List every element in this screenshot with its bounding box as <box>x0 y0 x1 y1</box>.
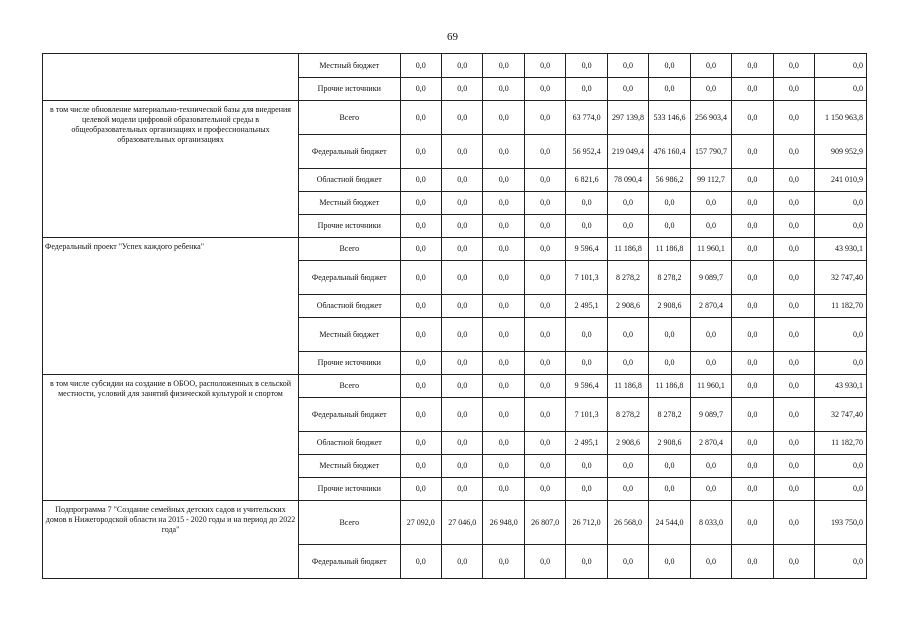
total-cell: 241 010,9 <box>815 169 867 192</box>
value-cell: 0,0 <box>732 295 773 318</box>
value-cell: 0,0 <box>524 54 565 78</box>
value-cell: 0,0 <box>690 54 731 78</box>
value-cell: 0,0 <box>483 478 524 501</box>
value-cell: 6 821,6 <box>566 169 607 192</box>
value-cell: 2 908,6 <box>607 295 648 318</box>
value-cell: 0,0 <box>732 101 773 135</box>
value-cell: 0,0 <box>524 192 565 215</box>
value-cell: 0,0 <box>607 318 648 352</box>
value-cell: 0,0 <box>773 318 814 352</box>
value-cell: 0,0 <box>732 238 773 261</box>
funding-source: Всего <box>299 101 401 135</box>
value-cell: 0,0 <box>524 398 565 432</box>
funding-source: Федеральный бюджет <box>299 398 401 432</box>
value-cell: 0,0 <box>773 54 814 78</box>
value-cell: 0,0 <box>483 295 524 318</box>
value-cell: 27 046,0 <box>442 501 483 545</box>
total-cell: 32 747,40 <box>815 398 867 432</box>
value-cell: 0,0 <box>400 78 441 101</box>
value-cell: 0,0 <box>773 352 814 375</box>
total-cell: 909 952,9 <box>815 135 867 169</box>
value-cell: 0,0 <box>566 478 607 501</box>
value-cell: 0,0 <box>524 135 565 169</box>
total-cell: 32 747,40 <box>815 261 867 295</box>
value-cell: 0,0 <box>400 261 441 295</box>
value-cell: 0,0 <box>566 54 607 78</box>
value-cell: 0,0 <box>649 318 690 352</box>
value-cell: 0,0 <box>732 352 773 375</box>
value-cell: 0,0 <box>566 78 607 101</box>
value-cell: 0,0 <box>690 318 731 352</box>
value-cell: 0,0 <box>400 375 441 398</box>
value-cell: 0,0 <box>400 215 441 238</box>
value-cell: 0,0 <box>524 261 565 295</box>
value-cell: 9 596,4 <box>566 238 607 261</box>
value-cell: 0,0 <box>400 455 441 478</box>
table-row <box>43 501 867 545</box>
total-cell: 0,0 <box>815 318 867 352</box>
program-description: в том числе субсидии на создание в ОБОО, расположенных в сельской местности, условий для занятий физической культурой и спортом <box>43 375 299 501</box>
value-cell: 26 948,0 <box>483 501 524 545</box>
value-cell: 0,0 <box>400 398 441 432</box>
value-cell: 0,0 <box>566 545 607 579</box>
funding-source: Местный бюджет <box>299 318 401 352</box>
value-cell: 0,0 <box>690 478 731 501</box>
value-cell: 0,0 <box>524 78 565 101</box>
value-cell: 0,0 <box>566 215 607 238</box>
value-cell: 0,0 <box>442 295 483 318</box>
value-cell: 11 186,8 <box>649 375 690 398</box>
value-cell: 0,0 <box>566 352 607 375</box>
value-cell: 11 960,1 <box>690 238 731 261</box>
value-cell: 0,0 <box>400 135 441 169</box>
value-cell: 11 186,8 <box>649 238 690 261</box>
value-cell: 0,0 <box>773 135 814 169</box>
value-cell: 8 278,2 <box>649 398 690 432</box>
value-cell: 0,0 <box>773 478 814 501</box>
value-cell: 8 278,2 <box>649 261 690 295</box>
value-cell: 99 112,7 <box>690 169 731 192</box>
value-cell: 2 495,1 <box>566 295 607 318</box>
value-cell: 63 774,0 <box>566 101 607 135</box>
total-cell: 43 930,1 <box>815 375 867 398</box>
funding-source: Прочие источники <box>299 352 401 375</box>
value-cell: 0,0 <box>773 455 814 478</box>
value-cell: 2 495,1 <box>566 432 607 455</box>
value-cell: 0,0 <box>400 545 441 579</box>
program-description <box>43 54 299 101</box>
value-cell: 0,0 <box>732 455 773 478</box>
total-cell: 0,0 <box>815 215 867 238</box>
value-cell: 0,0 <box>483 432 524 455</box>
value-cell: 476 160,4 <box>649 135 690 169</box>
value-cell: 0,0 <box>400 432 441 455</box>
funding-source: Прочие источники <box>299 215 401 238</box>
value-cell: 27 092,0 <box>400 501 441 545</box>
funding-source: Прочие источники <box>299 478 401 501</box>
value-cell: 0,0 <box>483 135 524 169</box>
value-cell: 0,0 <box>607 78 648 101</box>
value-cell: 0,0 <box>442 169 483 192</box>
value-cell: 157 790,7 <box>690 135 731 169</box>
value-cell: 0,0 <box>566 192 607 215</box>
value-cell: 2 870,4 <box>690 295 731 318</box>
value-cell: 0,0 <box>483 101 524 135</box>
budget-table <box>42 53 867 579</box>
funding-source: Федеральный бюджет <box>299 135 401 169</box>
total-cell: 0,0 <box>815 352 867 375</box>
total-cell: 0,0 <box>815 78 867 101</box>
value-cell: 0,0 <box>442 375 483 398</box>
total-cell: 0,0 <box>815 54 867 78</box>
value-cell: 2 908,6 <box>649 432 690 455</box>
total-cell: 43 930,1 <box>815 238 867 261</box>
value-cell: 0,0 <box>690 215 731 238</box>
value-cell: 0,0 <box>690 545 731 579</box>
table-row <box>43 101 867 135</box>
value-cell: 0,0 <box>690 455 731 478</box>
value-cell: 0,0 <box>773 375 814 398</box>
value-cell: 0,0 <box>649 352 690 375</box>
value-cell: 0,0 <box>773 78 814 101</box>
funding-source: Областной бюджет <box>299 432 401 455</box>
value-cell: 256 903,4 <box>690 101 731 135</box>
table-body <box>43 54 867 579</box>
value-cell: 0,0 <box>442 238 483 261</box>
value-cell: 0,0 <box>442 398 483 432</box>
value-cell: 0,0 <box>400 169 441 192</box>
program-description: Федеральный проект "Успех каждого ребенка" <box>43 238 299 375</box>
value-cell: 0,0 <box>773 398 814 432</box>
value-cell: 8 278,2 <box>607 398 648 432</box>
funding-source: Всего <box>299 238 401 261</box>
value-cell: 0,0 <box>607 545 648 579</box>
value-cell: 0,0 <box>442 318 483 352</box>
value-cell: 0,0 <box>732 398 773 432</box>
funding-source: Всего <box>299 501 401 545</box>
value-cell: 0,0 <box>483 238 524 261</box>
value-cell: 0,0 <box>732 478 773 501</box>
value-cell: 2 908,6 <box>607 432 648 455</box>
value-cell: 0,0 <box>607 352 648 375</box>
table-row <box>43 54 867 78</box>
total-cell: 0,0 <box>815 455 867 478</box>
value-cell: 0,0 <box>773 261 814 295</box>
value-cell: 0,0 <box>732 215 773 238</box>
value-cell: 0,0 <box>400 478 441 501</box>
value-cell: 0,0 <box>690 78 731 101</box>
value-cell: 0,0 <box>773 215 814 238</box>
table-row <box>43 375 867 398</box>
value-cell: 0,0 <box>607 455 648 478</box>
value-cell: 0,0 <box>649 478 690 501</box>
value-cell: 0,0 <box>442 135 483 169</box>
value-cell: 0,0 <box>400 101 441 135</box>
total-cell: 11 182,70 <box>815 295 867 318</box>
value-cell: 0,0 <box>400 318 441 352</box>
program-description: Подпрограмма 7 "Создание семейных детских садов и учительских домов в Нижегородской области на 2015 - 2020 годы и на период до 2022 года" <box>43 501 299 579</box>
funding-source: Местный бюджет <box>299 192 401 215</box>
value-cell: 0,0 <box>773 545 814 579</box>
value-cell: 0,0 <box>524 455 565 478</box>
value-cell: 0,0 <box>524 375 565 398</box>
value-cell: 0,0 <box>483 352 524 375</box>
value-cell: 0,0 <box>773 192 814 215</box>
value-cell: 0,0 <box>649 455 690 478</box>
value-cell: 26 712,0 <box>566 501 607 545</box>
value-cell: 0,0 <box>732 545 773 579</box>
funding-source: Федеральный бюджет <box>299 261 401 295</box>
value-cell: 0,0 <box>483 169 524 192</box>
value-cell: 2 870,4 <box>690 432 731 455</box>
value-cell: 0,0 <box>607 54 648 78</box>
value-cell: 0,0 <box>442 215 483 238</box>
table-row <box>43 238 867 261</box>
value-cell: 0,0 <box>483 398 524 432</box>
value-cell: 0,0 <box>732 375 773 398</box>
value-cell: 0,0 <box>442 54 483 78</box>
funding-source: Всего <box>299 375 401 398</box>
value-cell: 56 986,2 <box>649 169 690 192</box>
value-cell: 0,0 <box>732 54 773 78</box>
funding-source: Федеральный бюджет <box>299 545 401 579</box>
value-cell: 0,0 <box>483 545 524 579</box>
value-cell: 9 596,4 <box>566 375 607 398</box>
value-cell: 0,0 <box>442 261 483 295</box>
value-cell: 0,0 <box>732 135 773 169</box>
value-cell: 0,0 <box>483 192 524 215</box>
value-cell: 0,0 <box>773 101 814 135</box>
value-cell: 0,0 <box>524 101 565 135</box>
value-cell: 56 952,4 <box>566 135 607 169</box>
value-cell: 0,0 <box>649 545 690 579</box>
value-cell: 11 960,1 <box>690 375 731 398</box>
value-cell: 0,0 <box>649 54 690 78</box>
value-cell: 0,0 <box>483 261 524 295</box>
value-cell: 0,0 <box>483 455 524 478</box>
value-cell: 0,0 <box>442 352 483 375</box>
value-cell: 0,0 <box>690 352 731 375</box>
value-cell: 0,0 <box>524 478 565 501</box>
funding-source: Областной бюджет <box>299 169 401 192</box>
value-cell: 0,0 <box>524 169 565 192</box>
total-cell: 11 182,70 <box>815 432 867 455</box>
total-cell: 0,0 <box>815 192 867 215</box>
value-cell: 0,0 <box>773 501 814 545</box>
value-cell: 0,0 <box>400 295 441 318</box>
value-cell: 0,0 <box>566 455 607 478</box>
value-cell: 0,0 <box>524 295 565 318</box>
value-cell: 0,0 <box>649 215 690 238</box>
value-cell: 297 139,8 <box>607 101 648 135</box>
value-cell: 0,0 <box>773 238 814 261</box>
value-cell: 0,0 <box>483 375 524 398</box>
value-cell: 0,0 <box>524 545 565 579</box>
value-cell: 7 101,3 <box>566 261 607 295</box>
value-cell: 0,0 <box>442 432 483 455</box>
value-cell: 0,0 <box>400 54 441 78</box>
funding-source: Местный бюджет <box>299 455 401 478</box>
value-cell: 8 033,0 <box>690 501 731 545</box>
value-cell: 0,0 <box>566 318 607 352</box>
funding-source: Прочие источники <box>299 78 401 101</box>
total-cell: 193 750,0 <box>815 501 867 545</box>
value-cell: 0,0 <box>607 478 648 501</box>
value-cell: 0,0 <box>442 545 483 579</box>
value-cell: 0,0 <box>773 295 814 318</box>
program-description: в том числе обновление материально-технической базы для внедрения целевой модели цифровой образовательной среды в общеобразовательных организациях и профессиональных образовательных организациях <box>43 101 299 238</box>
value-cell: 2 908,6 <box>649 295 690 318</box>
value-cell: 0,0 <box>400 352 441 375</box>
value-cell: 0,0 <box>442 78 483 101</box>
value-cell: 9 089,7 <box>690 261 731 295</box>
value-cell: 0,0 <box>400 192 441 215</box>
value-cell: 0,0 <box>732 432 773 455</box>
value-cell: 9 089,7 <box>690 398 731 432</box>
total-cell: 0,0 <box>815 478 867 501</box>
value-cell: 0,0 <box>400 238 441 261</box>
total-cell: 0,0 <box>815 545 867 579</box>
value-cell: 0,0 <box>483 215 524 238</box>
value-cell: 0,0 <box>442 192 483 215</box>
value-cell: 0,0 <box>442 455 483 478</box>
value-cell: 11 186,8 <box>607 375 648 398</box>
value-cell: 0,0 <box>524 352 565 375</box>
value-cell: 0,0 <box>773 169 814 192</box>
value-cell: 0,0 <box>607 215 648 238</box>
value-cell: 0,0 <box>732 169 773 192</box>
value-cell: 0,0 <box>690 192 731 215</box>
value-cell: 533 146,6 <box>649 101 690 135</box>
value-cell: 0,0 <box>524 238 565 261</box>
value-cell: 8 278,2 <box>607 261 648 295</box>
value-cell: 0,0 <box>732 318 773 352</box>
value-cell: 219 049,4 <box>607 135 648 169</box>
value-cell: 0,0 <box>649 78 690 101</box>
page-number: 69 <box>447 31 458 43</box>
value-cell: 0,0 <box>524 432 565 455</box>
value-cell: 0,0 <box>732 261 773 295</box>
funding-source: Областной бюджет <box>299 295 401 318</box>
value-cell: 0,0 <box>732 78 773 101</box>
value-cell: 0,0 <box>649 192 690 215</box>
value-cell: 11 186,8 <box>607 238 648 261</box>
value-cell: 0,0 <box>442 101 483 135</box>
value-cell: 24 544,0 <box>649 501 690 545</box>
value-cell: 0,0 <box>442 478 483 501</box>
value-cell: 0,0 <box>732 501 773 545</box>
value-cell: 26 568,0 <box>607 501 648 545</box>
value-cell: 0,0 <box>773 432 814 455</box>
value-cell: 0,0 <box>483 78 524 101</box>
funding-source: Местный бюджет <box>299 54 401 78</box>
value-cell: 78 090,4 <box>607 169 648 192</box>
value-cell: 0,0 <box>524 318 565 352</box>
value-cell: 0,0 <box>607 192 648 215</box>
value-cell: 0,0 <box>483 54 524 78</box>
total-cell: 1 150 963,8 <box>815 101 867 135</box>
value-cell: 26 807,0 <box>524 501 565 545</box>
value-cell: 0,0 <box>732 192 773 215</box>
value-cell: 7 101,3 <box>566 398 607 432</box>
value-cell: 0,0 <box>483 318 524 352</box>
value-cell: 0,0 <box>524 215 565 238</box>
